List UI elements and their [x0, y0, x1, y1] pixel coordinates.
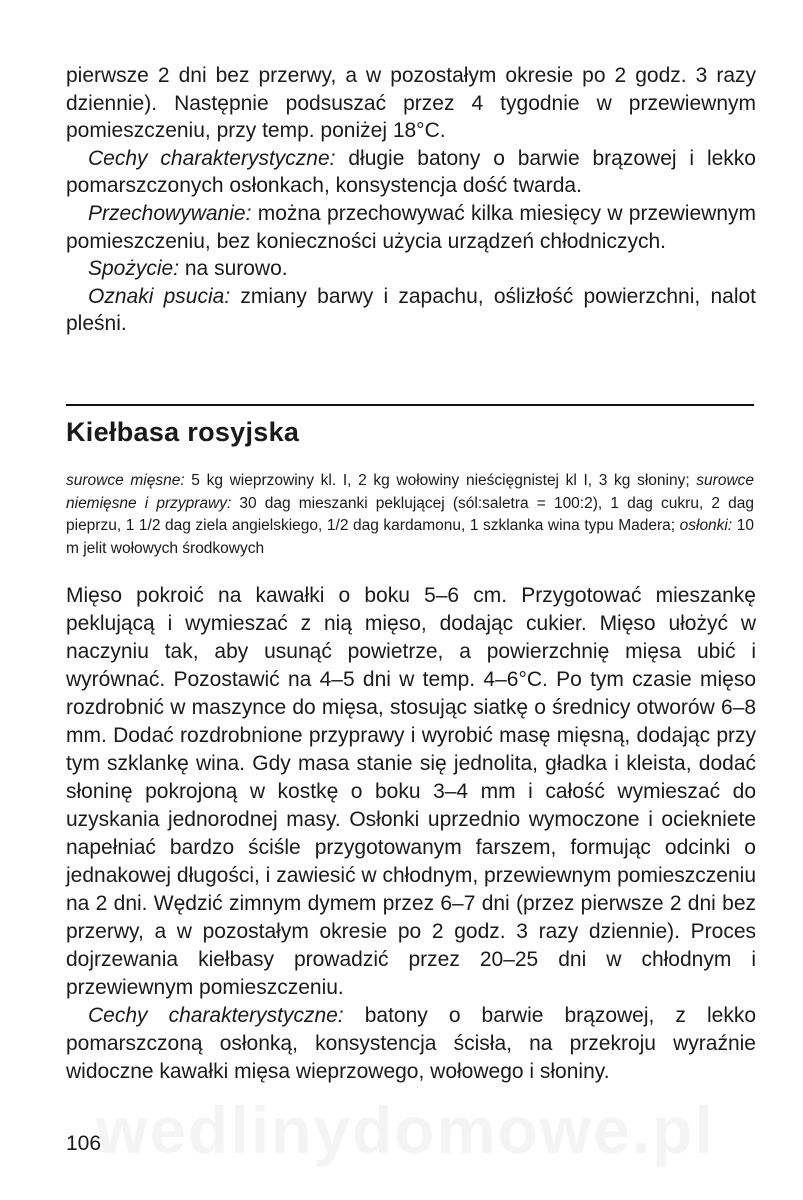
ingredients-oslonki-text: 10 m jelit wołowych środkowych: [66, 517, 754, 557]
main-cechy-paragraph: [66, 1002, 756, 1086]
continuation-text: pierwsze 2 dni bez przerwy, a w pozostałym okresie po 2 godz. 3 razy dziennie). Następnie podsuszać przez 4 tygodnie w przewiewnym pomieszczeniu, przy temp. poniżej 18°C.: [66, 64, 756, 143]
przechowywanie-text: można przechowywać kilka miesięcy w przewiewnym pomieszczeniu, bez konieczności użycia urządzeń chłodniczych.: [66, 201, 756, 253]
oznaki-text: zmiany barwy i zapachu, oślizłość powierzchni, nalot pleśni.: [66, 284, 756, 336]
przechowywanie-label: Przechowywanie:: [88, 201, 252, 225]
spozycie-text: na surowo.: [179, 257, 288, 281]
cechy-text: długie batony o barwie brązowej i lekko pomarszczonych osłonkach, konsystencja dość twarda.: [66, 146, 756, 198]
spozycie-paragraph: [66, 255, 756, 283]
ingredients-block: [66, 470, 754, 560]
main-section: [66, 582, 756, 1086]
cechy-paragraph: [66, 145, 756, 200]
ingredients-miesne-text: 5 kg wieprzowiny kl. I, 2 kg wołowiny nieścięgnistej kl I, 3 kg słoniny;: [184, 472, 690, 489]
procedure-text: Mięso pokroić na kawałki o boku 5–6 cm. Przygotować mieszankę peklującą i wymieszać z nią mięso, dodając cukier. Mięso ułożyć w naczyniu tak, aby usunąć powietrze, a powierzchnię mięsa ubić i wyrównać. Pozostawić na 4–5 dni w temp. 4–6°C. Po tym czasie mięso rozdrobnić w maszynce do mięsa, stosując siatkę o średnicy otworów 6–8 mm. Dodać rozdrobnione przyprawy i wyrobić masę mięsną, dodając przy tym szklankę wina. Gdy masa stanie się jednolita, gładka i kleista, dodać słoninę pokrojoną w kostkę o boku 3–4 mm i całość wymieszać do uzyskania jednorodnej masy. Osłonki uprzednio wymoczone i ociekniete napełniać bardzo ściśle przygotowanym farszem, formując odcinki o jednakowej długości, i zawiesić w chłodnym, przewiewnym pomieszczeniu na 2 dni. Wędzić zimnym dymem przez 6–7 dni (przez pierwsze 2 dni bez przerwy, a w pozostałym okresie po 2 godz. 3 razy dziennie). Proces dojrzewania kiełbasy prowadzić przez 20–25 dni w chłodnym i przewiewnym pomieszczeniu.: [66, 584, 756, 999]
oznaki-paragraph: [66, 283, 756, 338]
section-divider: [66, 404, 754, 406]
section-title: Kiełbasa rosyjska: [66, 417, 300, 447]
procedure-paragraph: [66, 582, 756, 1002]
oznaki-label: Oznaki psucia:: [88, 284, 231, 308]
ingredients-oslonki-label: osłonki:: [679, 517, 733, 534]
page-number: 106: [66, 1132, 102, 1155]
ingredients-miesne-label: surowce mięsne:: [66, 472, 185, 489]
ingredients-niemiesne-text: 30 dag mieszanki peklującej (sól:saletra = 100:2), 1 dag cukru, 2 dag pieprzu, 1 1/2 dag ziela angielskiego, 1/2 dag kardamonu, 1 szklanka wina typu Madera;: [66, 494, 754, 534]
top-section: [66, 62, 756, 338]
main-cechy-label: Cechy charakterystyczne:: [88, 1004, 344, 1027]
przechowywanie-paragraph: [66, 200, 756, 255]
cechy-label: Cechy charakterystyczne:: [88, 146, 336, 170]
main-cechy-text: batony o barwie brązowej, z lekko pomarszczoną osłonką, konsystencja ścisła, na przekroju wyraźnie widoczne kawałki mięsa wieprzowego, wołowego i słoniny.: [66, 1004, 756, 1083]
continuation-paragraph: [66, 62, 756, 145]
ingredients-niemiesne-label: surowce niemięsne i przyprawy:: [66, 472, 755, 512]
spozycie-label: Spożycie:: [88, 257, 180, 281]
watermark: [96, 1092, 715, 1168]
